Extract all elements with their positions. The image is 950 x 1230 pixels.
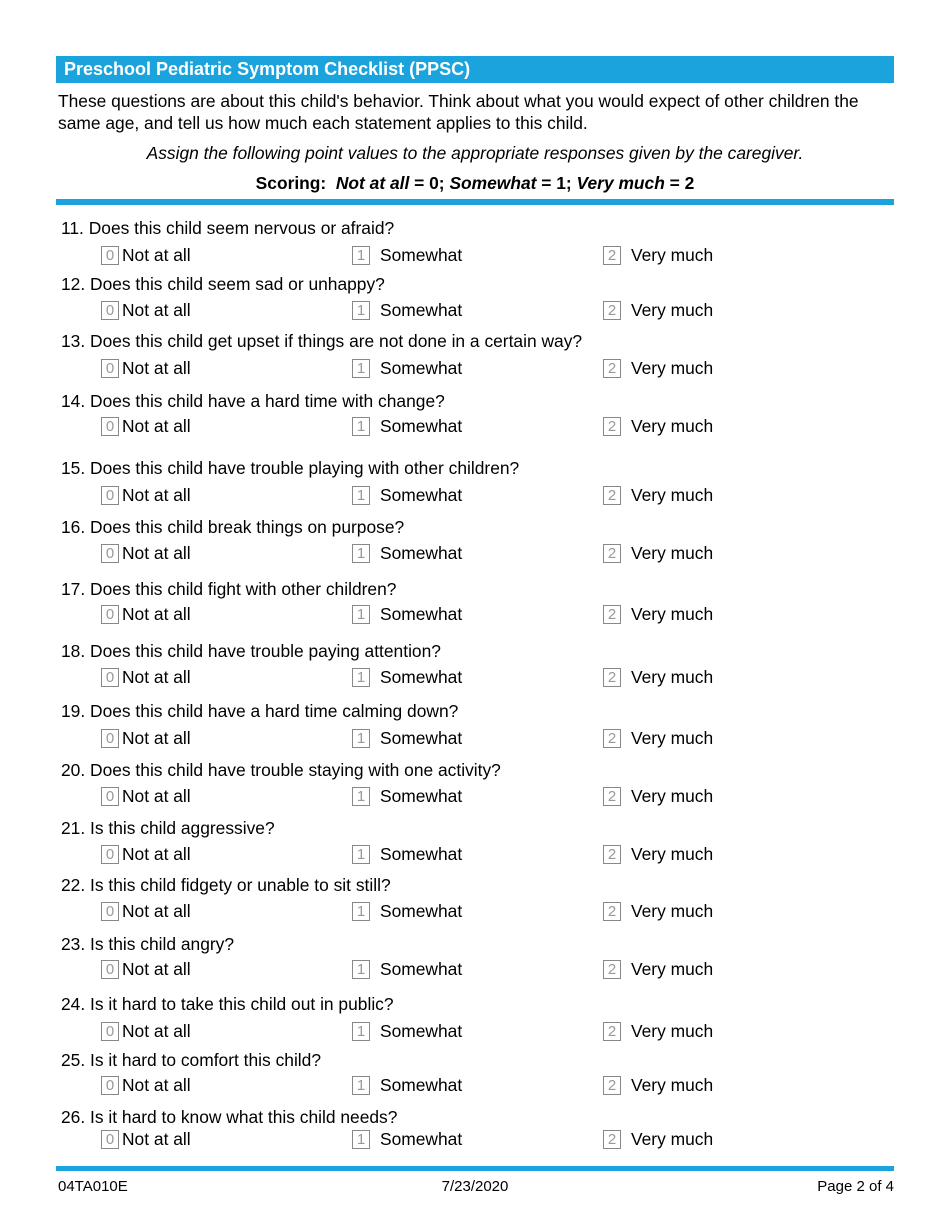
answer-option-0[interactable] xyxy=(101,542,191,564)
answer-option-2[interactable] xyxy=(603,603,713,625)
question-text: 16. Does this child break things on purpose? xyxy=(61,517,405,537)
scoring-opt0: Not at all xyxy=(335,173,410,193)
score-box[interactable]: 1 xyxy=(352,845,370,864)
answer-option-2[interactable] xyxy=(603,843,713,865)
answer-option-0[interactable] xyxy=(101,958,191,980)
answer-label: Very much xyxy=(631,1129,714,1149)
score-box[interactable]: 2 xyxy=(603,359,621,378)
answer-option-0[interactable] xyxy=(101,603,191,625)
answer-label: Somewhat xyxy=(380,1075,463,1095)
answer-label: Very much xyxy=(631,604,714,624)
answer-option-2[interactable] xyxy=(603,484,713,506)
answer-label: Not at all xyxy=(122,959,191,979)
answer-option-1[interactable] xyxy=(352,727,462,749)
answer-label: Not at all xyxy=(122,1021,191,1041)
answer-option-1[interactable] xyxy=(352,958,462,980)
answer-option-1[interactable] xyxy=(352,542,462,564)
answer-option-1[interactable] xyxy=(352,666,462,688)
score-box[interactable]: 2 xyxy=(603,729,621,748)
question-text: 12. Does this child seem sad or unhappy? xyxy=(61,274,385,294)
score-box[interactable]: 1 xyxy=(352,960,370,979)
question-text: 23. Is this child angry? xyxy=(61,934,235,954)
question-text: 13. Does this child get upset if things are not done in a certain way? xyxy=(61,331,583,351)
score-box[interactable]: 1 xyxy=(352,605,370,624)
answer-label: Very much xyxy=(631,358,714,378)
score-box[interactable]: 0 xyxy=(101,1022,119,1041)
scoring-opt1: Somewhat xyxy=(449,173,537,193)
answer-option-2[interactable] xyxy=(603,357,713,379)
answer-option-2[interactable] xyxy=(603,958,713,980)
answer-option-0[interactable] xyxy=(101,1020,191,1042)
score-box[interactable]: 1 xyxy=(352,417,370,436)
score-box[interactable]: 0 xyxy=(101,787,119,806)
answer-label: Not at all xyxy=(122,245,191,265)
question-text: 11. Does this child seem nervous or afraid? xyxy=(61,218,395,238)
answer-option-1[interactable] xyxy=(352,484,462,506)
answer-option-1[interactable] xyxy=(352,244,462,266)
score-box[interactable]: 1 xyxy=(352,486,370,505)
answer-option-0[interactable] xyxy=(101,900,191,922)
answer-label: Not at all xyxy=(122,543,191,563)
answer-option-0[interactable] xyxy=(101,843,191,865)
answer-label: Somewhat xyxy=(380,959,463,979)
score-box[interactable]: 0 xyxy=(101,417,119,436)
score-box[interactable]: 0 xyxy=(101,729,119,748)
score-box[interactable]: 0 xyxy=(101,544,119,563)
answer-option-0[interactable] xyxy=(101,666,191,688)
intro-text: These questions are about this child's behavior. Think about what you would expect of other children the same age, and tell us how much each statement applies to this child. xyxy=(58,91,859,133)
answer-label: Very much xyxy=(631,485,714,505)
answer-label: Not at all xyxy=(122,844,191,864)
answer-label: Somewhat xyxy=(380,358,463,378)
answer-label: Very much xyxy=(631,844,714,864)
answer-label: Somewhat xyxy=(380,667,463,687)
answer-option-2[interactable] xyxy=(603,244,713,266)
answer-option-1[interactable] xyxy=(352,1020,462,1042)
scoring-val1: = 1; xyxy=(536,173,577,193)
question-text: 26. Is it hard to know what this child needs? xyxy=(61,1107,398,1127)
answer-label: Very much xyxy=(631,901,714,921)
form-date: 7/23/2020 xyxy=(441,1178,509,1195)
page-number: Page 2 of 4 xyxy=(817,1178,894,1195)
answer-label: Very much xyxy=(631,728,714,748)
answer-label: Somewhat xyxy=(380,844,463,864)
answer-option-0[interactable] xyxy=(101,1128,191,1150)
question-text: 24. Is it hard to take this child out in public? xyxy=(61,994,394,1014)
question-text: 21. Is this child aggressive? xyxy=(61,818,275,838)
score-box[interactable]: 2 xyxy=(603,301,621,320)
score-box[interactable]: 2 xyxy=(603,1076,621,1095)
answer-option-0[interactable] xyxy=(101,1074,191,1096)
answer-label: Not at all xyxy=(122,485,191,505)
score-box[interactable]: 2 xyxy=(603,486,621,505)
score-box[interactable]: 1 xyxy=(352,1022,370,1041)
score-box[interactable]: 2 xyxy=(603,960,621,979)
answer-label: Not at all xyxy=(122,300,191,320)
answer-label: Somewhat xyxy=(380,416,463,436)
score-box[interactable]: 0 xyxy=(101,668,119,687)
score-box[interactable]: 1 xyxy=(352,668,370,687)
score-box[interactable]: 1 xyxy=(352,729,370,748)
score-box[interactable]: 0 xyxy=(101,1076,119,1095)
answer-option-0[interactable] xyxy=(101,299,191,321)
question-text: 19. Does this child have a hard time calming down? xyxy=(61,701,459,721)
header-divider xyxy=(56,199,894,205)
question-text: 17. Does this child fight with other children? xyxy=(61,579,397,599)
answer-option-1[interactable] xyxy=(352,299,462,321)
score-box[interactable]: 2 xyxy=(603,902,621,921)
answer-option-1[interactable] xyxy=(352,785,462,807)
answer-label: Very much xyxy=(631,959,714,979)
answer-label: Very much xyxy=(631,667,714,687)
score-box[interactable]: 0 xyxy=(101,845,119,864)
score-box[interactable]: 1 xyxy=(352,301,370,320)
score-box[interactable]: 2 xyxy=(603,544,621,563)
answer-label: Somewhat xyxy=(380,485,463,505)
answer-option-2[interactable] xyxy=(603,1074,713,1096)
score-box[interactable]: 2 xyxy=(603,246,621,265)
answer-option-2[interactable] xyxy=(603,785,713,807)
answer-label: Somewhat xyxy=(380,728,463,748)
answer-label: Very much xyxy=(631,786,714,806)
score-box[interactable]: 0 xyxy=(101,486,119,505)
answer-option-0[interactable] xyxy=(101,357,191,379)
question-text: 14. Does this child have a hard time with change? xyxy=(61,391,445,411)
score-box[interactable]: 0 xyxy=(101,301,119,320)
score-box[interactable]: 0 xyxy=(101,359,119,378)
question-text: 20. Does this child have trouble staying with one activity? xyxy=(61,760,501,780)
score-box[interactable]: 1 xyxy=(352,246,370,265)
score-box[interactable]: 0 xyxy=(101,902,119,921)
answer-label: Somewhat xyxy=(380,604,463,624)
answer-label: Not at all xyxy=(122,416,191,436)
answer-option-1[interactable] xyxy=(352,1074,462,1096)
answer-label: Somewhat xyxy=(380,543,463,563)
answer-label: Somewhat xyxy=(380,1129,463,1149)
answer-label: Somewhat xyxy=(380,300,463,320)
question-text: 22. Is this child fidgety or unable to sit still? xyxy=(61,875,391,895)
score-box[interactable]: 1 xyxy=(352,787,370,806)
answer-option-2[interactable] xyxy=(603,299,713,321)
answer-option-2[interactable] xyxy=(603,666,713,688)
question-text: 15. Does this child have trouble playing with other children? xyxy=(61,458,520,478)
score-box[interactable]: 1 xyxy=(352,544,370,563)
answer-label: Somewhat xyxy=(380,1021,463,1041)
score-box[interactable]: 0 xyxy=(101,1130,119,1149)
scoring-line xyxy=(0,172,950,194)
answer-label: Very much xyxy=(631,1075,714,1095)
answer-option-1[interactable] xyxy=(352,603,462,625)
answer-label: Not at all xyxy=(122,604,191,624)
answer-label: Not at all xyxy=(122,358,191,378)
answer-option-0[interactable] xyxy=(101,415,191,437)
score-box[interactable]: 1 xyxy=(352,1130,370,1149)
answer-label: Not at all xyxy=(122,1075,191,1095)
answer-label: Somewhat xyxy=(380,901,463,921)
answer-option-2[interactable] xyxy=(603,900,713,922)
answer-option-0[interactable] xyxy=(101,244,191,266)
answer-option-1[interactable] xyxy=(352,357,462,379)
question-text: 25. Is it hard to comfort this child? xyxy=(61,1050,322,1070)
score-box[interactable]: 1 xyxy=(352,902,370,921)
answer-label: Not at all xyxy=(122,728,191,748)
answer-option-2[interactable] xyxy=(603,542,713,564)
answer-option-1[interactable] xyxy=(352,1128,462,1150)
answer-option-2[interactable] xyxy=(603,415,713,437)
answer-option-0[interactable] xyxy=(101,484,191,506)
question-text: 18. Does this child have trouble paying attention? xyxy=(61,641,441,661)
score-box[interactable]: 1 xyxy=(352,1076,370,1095)
answer-label: Somewhat xyxy=(380,786,463,806)
form-id: 04TA010E xyxy=(58,1178,128,1195)
score-box[interactable]: 0 xyxy=(101,605,119,624)
scoring-opt2: Very much xyxy=(576,173,665,193)
answer-option-2[interactable] xyxy=(603,1020,713,1042)
score-box[interactable]: 2 xyxy=(603,787,621,806)
score-box[interactable]: 0 xyxy=(101,960,119,979)
answer-option-1[interactable] xyxy=(352,843,462,865)
answer-label: Not at all xyxy=(122,901,191,921)
scoring-label: Scoring: xyxy=(255,173,327,193)
answer-option-2[interactable] xyxy=(603,1128,713,1150)
score-box[interactable]: 2 xyxy=(603,417,621,436)
answer-label: Very much xyxy=(631,416,714,436)
score-box[interactable]: 0 xyxy=(101,246,119,265)
answer-label: Very much xyxy=(631,1021,714,1041)
score-box[interactable]: 1 xyxy=(352,359,370,378)
answer-label: Very much xyxy=(631,245,714,265)
scoring-val2: = 2 xyxy=(664,173,695,193)
score-box[interactable]: 2 xyxy=(603,1130,621,1149)
footer-divider xyxy=(56,1166,894,1171)
score-box[interactable]: 2 xyxy=(603,1022,621,1041)
answer-option-1[interactable] xyxy=(352,415,462,437)
score-box[interactable]: 2 xyxy=(603,845,621,864)
answer-option-2[interactable] xyxy=(603,727,713,749)
form-title: Preschool Pediatric Symptom Checklist (PPSC) xyxy=(56,56,894,83)
score-box[interactable]: 2 xyxy=(603,605,621,624)
answer-label: Very much xyxy=(631,543,714,563)
answer-label: Not at all xyxy=(122,1129,191,1149)
answer-label: Not at all xyxy=(122,667,191,687)
answer-label: Very much xyxy=(631,300,714,320)
answer-label: Somewhat xyxy=(380,245,463,265)
scoring-val0: = 0; xyxy=(409,173,450,193)
instruction-text: Assign the following point values to the appropriate responses given by the caregiver. xyxy=(146,143,804,163)
answer-label: Not at all xyxy=(122,786,191,806)
answer-option-0[interactable] xyxy=(101,727,191,749)
answer-option-1[interactable] xyxy=(352,900,462,922)
answer-option-0[interactable] xyxy=(101,785,191,807)
score-box[interactable]: 2 xyxy=(603,668,621,687)
